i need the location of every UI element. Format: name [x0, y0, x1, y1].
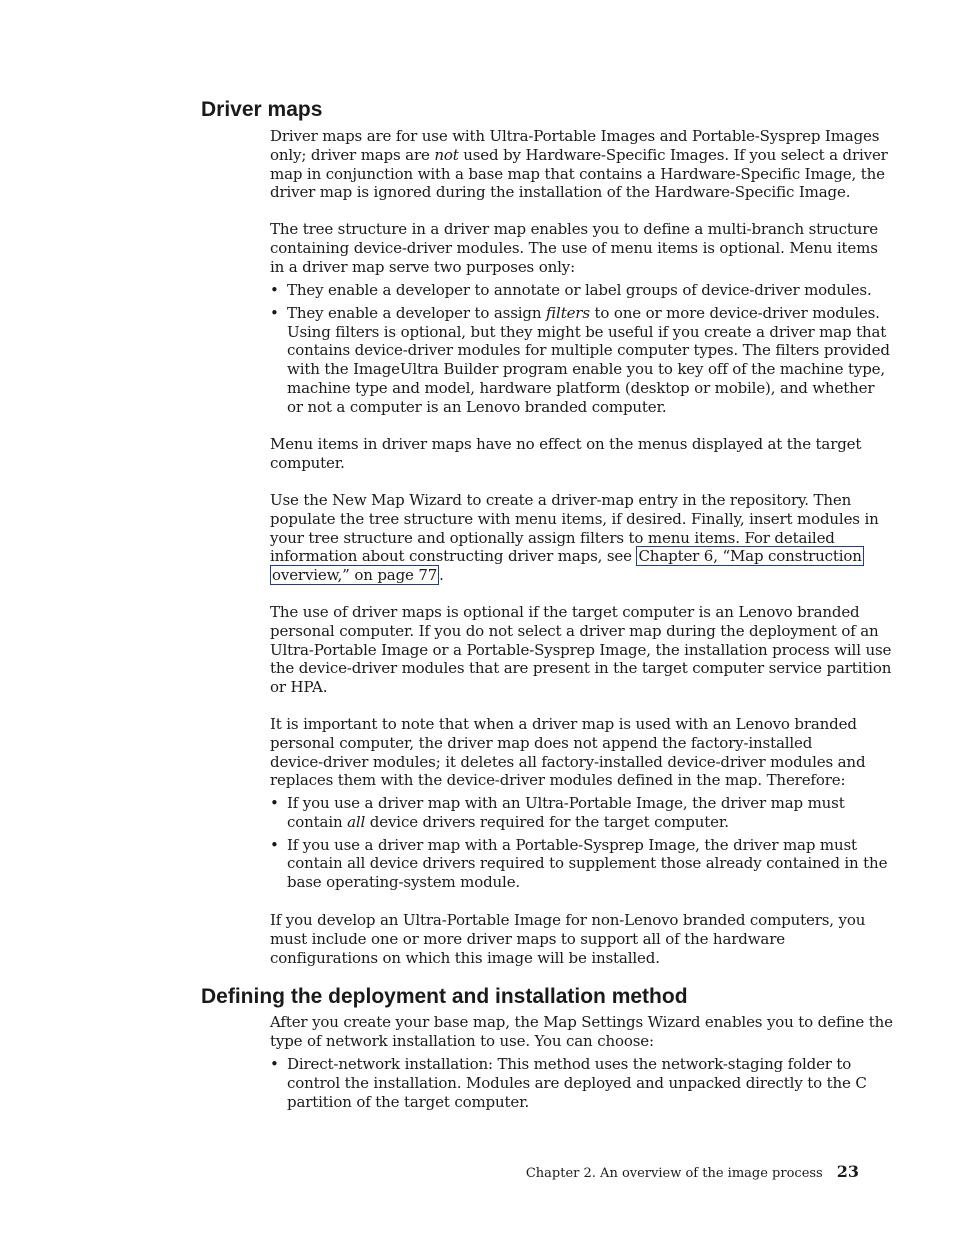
paragraph-menu-items-effect: Menu items in driver maps have no effect on the menus displayed at the target computer.	[270, 435, 862, 472]
paragraph-driver-maps-intro: Driver maps are for use with Ultra-Portable Images and Portable-Sysprep Images only; driver maps are not used by Hardware-Specific Images. If you select a driver map in conjunction with a base map that contains a Hardware-Specific Image, the driver map is ignored during the installation of the Hardware-Specific Image.	[270, 127, 888, 202]
list-item: • Direct-network installation: This method uses the network-staging folder to control the installation. Modules are deployed and unpacked directly to the C partition of the target computer.	[270, 1055, 867, 1111]
page-footer	[526, 1162, 859, 1181]
bullet-list-driver-map-requirements	[270, 794, 888, 892]
footer-chapter-title: Chapter 2. An overview of the image process	[525, 1166, 823, 1181]
paragraph-driver-maps-optional: The use of driver maps is optional if the target computer is an Lenovo branded personal computer. If you do not select a driver map during the deployment of an Ultra-Portable Image or a Portable-Sysprep Image, the installation process will use the device-driver modules that are present in the target computer service partition or HPA.	[270, 603, 892, 697]
list-item: • If you use a driver map with an Ultra-Portable Image, the driver map must contain all device drivers required for the target computer.	[270, 794, 845, 831]
section-heading-deployment: Defining the deployment and installation method	[201, 985, 688, 1008]
paragraph-tree-structure: The tree structure in a driver map enables you to define a multi-branch structure containing device-driver modules. The use of menu items is optional. Menu items in a driver map serve two purposes only:	[270, 220, 878, 276]
bullet-glyph: •	[270, 281, 279, 299]
paragraph-non-lenovo: If you develop an Ultra-Portable Image for non-Lenovo branded computers, you must include one or more driver maps to support all of the hardware configurations on which this image will be installed.	[270, 911, 866, 967]
section-heading-driver-maps: Driver maps	[201, 98, 323, 121]
emphasis-not: not	[434, 145, 459, 164]
emphasis-all: all	[347, 812, 366, 831]
bullet-glyph: •	[270, 794, 279, 812]
emphasis-filters: filters	[546, 303, 590, 322]
paragraph-new-map-wizard: Use the New Map Wizard to create a driver-map entry in the repository. Then populate the tree structure with menu items, if desired. Finally, insert modules in your tree structure and optionally assign filters to menu items. For detailed information about constructing driver maps, see Chapter 6, “Map construction overview,” on page 77 .	[270, 491, 879, 585]
link-chapter-6-part-1[interactable]: Chapter 6, “Map construction	[638, 547, 862, 566]
page-number: 23	[836, 1162, 859, 1181]
list-item: • They enable a developer to assign filters to one or more device-driver modules. Using filters is optional, but they might be useful if you create a driver map that contains device-driver modules for multiple computer types. The filters provided with the ImageUltra Builder program enable you to key off of the machine type, machine type and model, hardware platform (desktop or mobile), and whether or not a computer is an Lenovo branded computer.	[270, 303, 890, 416]
bullet-glyph: •	[270, 835, 279, 854]
list-item: • If you use a driver map with a Portable-Sysprep Image, the driver map must contain all device drivers required to supplement those already contained in the base operating-system module.	[270, 835, 888, 892]
bullet-glyph: •	[270, 1055, 279, 1073]
paragraph-important-note: It is important to note that when a driver map is used with an Lenovo branded personal computer, the driver map does not append the factory-installed device-driver modules; it deletes all factory-installed device-driver modules and replaces them with the device-driver modules defined in the map. Therefore:	[270, 715, 866, 790]
bullet-list-menu-item-purposes	[270, 281, 890, 417]
bullet-glyph: •	[270, 303, 279, 322]
paragraph-map-settings-wizard: After you create your base map, the Map Settings Wizard enables you to define the type of network installation to use. You can choose:	[270, 1013, 893, 1050]
list-item: • They enable a developer to annotate or label groups of device-driver modules.	[270, 281, 872, 299]
bullet-list-installation-types	[270, 1055, 867, 1111]
link-chapter-6-part-2[interactable]: overview,” on page 77	[272, 566, 438, 585]
